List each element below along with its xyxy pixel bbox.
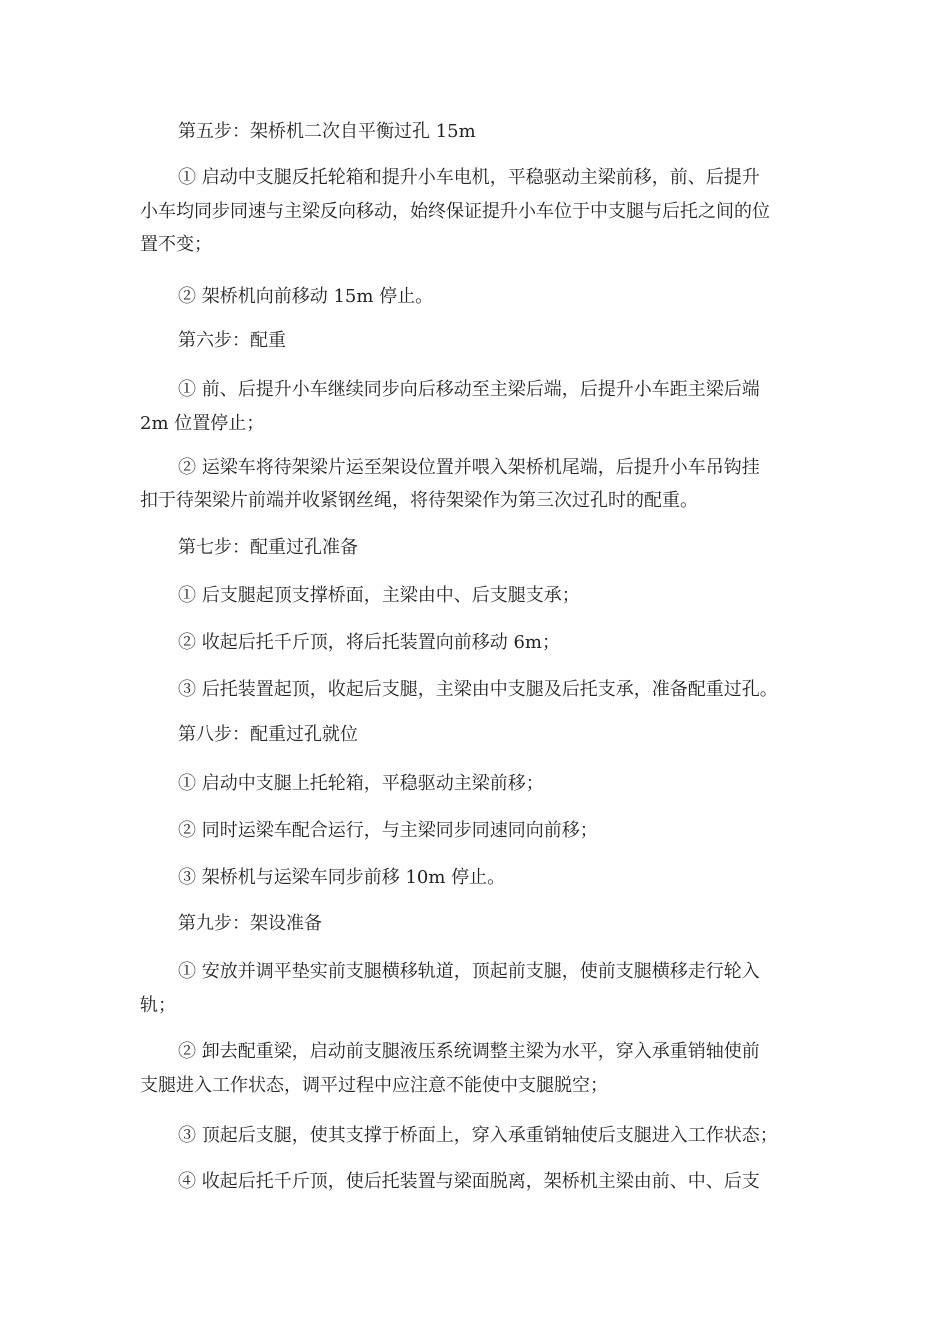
step9-item2-line1: ② 卸去配重梁，启动前支腿液压系统调整主梁为水平，穿入承重销轴使前: [178, 1041, 760, 1062]
step9-item3: ③ 顶起后支腿，使其支撑于桥面上，穿入承重销轴使后支腿进入工作状态；: [178, 1125, 778, 1146]
step5-item1-line1: ① 启动中支腿反托轮箱和提升小车电机，平稳驱动主梁前移，前、后提升: [178, 167, 760, 188]
step6-item2-line1: ② 运梁车将待架梁片运至架设位置并喂入架桥机尾端，后提升小车吊钩挂: [178, 457, 760, 478]
step7-item1: ① 后支腿起顶支撑桥面，主梁由中、后支腿支承；: [178, 585, 580, 606]
step9-item4-line1: ④ 收起后托千斤顶，使后托装置与梁面脱离，架桥机主梁由前、中、后支: [178, 1171, 760, 1192]
step9-item1-line2: 轨；: [140, 995, 176, 1016]
step9-heading: 第九步：架设准备: [178, 913, 322, 934]
step6-item2-line2: 扣于待架梁片前端并收紧钢丝绳，将待架梁作为第三次过孔时的配重。: [140, 490, 698, 511]
step8-item2: ② 同时运梁车配合运行，与主梁同步同速同向前移；: [178, 820, 598, 841]
step8-heading: 第八步：配重过孔就位: [178, 724, 358, 745]
step6-heading: 第六步：配重: [178, 330, 286, 351]
step7-item2: ② 收起后托千斤顶，将后托装置向前移动 6m；: [178, 632, 560, 653]
step6-item1-line2: 2m 位置停止；: [140, 413, 265, 434]
step6-item1-line1: ① 前、后提升小车继续同步向后移动至主梁后端，后提升小车距主梁后端: [178, 379, 760, 400]
step7-item3: ③ 后托装置起顶，收起后支腿，主梁由中支腿及后托支承，准备配重过孔。: [178, 679, 778, 700]
step5-item1-line2: 小车均同步同速与主梁反向移动，始终保证提升小车位于中支腿与后托之间的位: [140, 201, 770, 222]
step5-item1-line3: 置不变；: [140, 234, 212, 255]
step5-heading: 第五步：架桥机二次自平衡过孔 15m: [178, 121, 476, 142]
step9-item2-line2: 支腿进入工作状态，调平过程中应注意不能使中支腿脱空；: [140, 1075, 608, 1096]
step9-item1-line1: ① 安放并调平垫实前支腿横移轨道，顶起前支腿，使前支腿横移走行轮入: [178, 961, 760, 982]
step7-heading: 第七步：配重过孔准备: [178, 537, 358, 558]
step8-item3: ③ 架桥机与运梁车同步前移 10m 停止。: [178, 867, 506, 888]
step5-item2: ② 架桥机向前移动 15m 停止。: [178, 286, 434, 307]
step8-item1: ① 启动中支腿上托轮箱，平稳驱动主梁前移；: [178, 773, 544, 794]
